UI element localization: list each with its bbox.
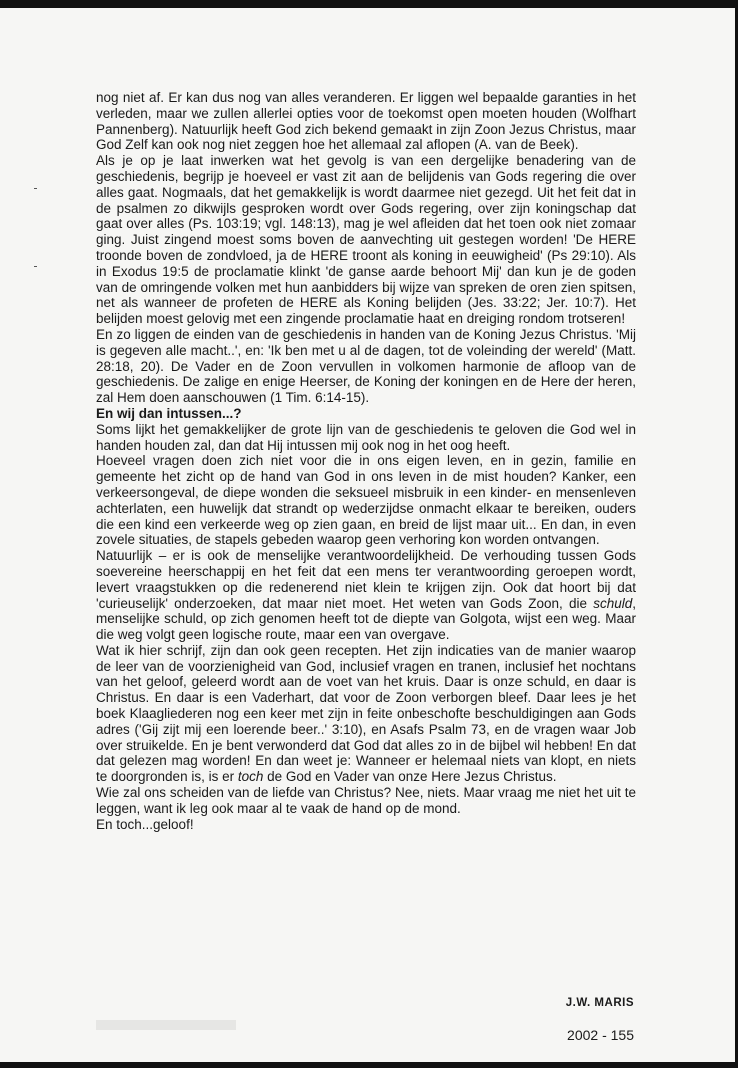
- top-border: [0, 0, 738, 8]
- text-run: , menselijke schuld, op zich genomen heeft tot de diepte van Golgota, wijst een weg. Maar die weg volgt geen logische route, maar een van overgave.: [96, 595, 636, 643]
- paragraph: Hoeveel vragen doen zich niet voor die in ons eigen leven, en in gezin, familie en gemeente het zicht op de hand van God in ons leven in de mist houden? Kanker, een verkeersongeval, de diepe wonden die seksueel misbruik in een kinder- en mensenleven achterlaten, een huwelijk dat strandt op wederzijdse onmacht elkaar te bereiken, ouders die een kind een verkeerde weg op zien gaan, en breid de lijst maar uit... En dan, in even zovele situaties, de stapels gebeden waarop geen verhoring kon worden ontvangen.: [96, 453, 636, 548]
- paragraph: [96, 548, 636, 643]
- paragraph: [96, 643, 636, 785]
- paragraph: Wie zal ons scheiden van de liefde van Christus? Nee, niets. Maar vraag me niet het uit te leggen, want ik leg ook maar al te vaak de hand op de mond.: [96, 785, 636, 816]
- page-number: 2002 - 155: [567, 1027, 634, 1043]
- margin-mark: [34, 266, 37, 267]
- bottom-border: [0, 1062, 738, 1068]
- margin-mark: [34, 188, 37, 189]
- paragraph: En toch...geloof!: [96, 816, 194, 832]
- paragraph: Soms lijkt het gemakkelijker de grote lijn van de geschiedenis te geloven die God wel in handen houden zal, dan dat Hij intussen mij ook nog in het oog heeft.: [96, 421, 636, 453]
- author-signature: J.W. MARIS: [565, 997, 634, 1009]
- paragraph: En zo liggen de einden van de geschiedenis in handen van de Koning Jezus Christus. 'Mij is gegeven alle macht..', en: 'Ik ben met u al de dagen, tot de voleinding der wereld' (Matt. 28:18, 20). De Vader en de Zoon vervullen in volkomen harmonie de afloop van de geschiedenis. De zalige en enige Heerser, de Koning der koningen en de Here der heren, zal Hem doen aanschouwen (1 Tim. 6:14-15).: [96, 326, 636, 406]
- section-heading: En wij dan intussen...?: [96, 405, 242, 421]
- emphasis: schuld: [593, 595, 633, 611]
- text-run: Natuurlijk – er is ook de menselijke verantwoordelijkheid. De verhouding tussen Gods soevereine heerschappij en het feit dat een mens ter verantwoording geroepen wordt, levert vraagstukken op die redenerend niet klein te krijgen zijn. Ook dat hoort bij dat 'curieuselijk' onderzoeken, dat maar niet moet. Het weten van Gods Zoon, die: [96, 548, 636, 611]
- text-run: Wat ik hier schrijf, zijn dan ook geen recepten. Het zijn indicaties van de manier waarop de leer van de voorzienigheid van God, inclusief vragen en tranen, inclusief het nochtans van het geloof, geleerd wordt aan de voet van het kruis. Daar is onze schuld, en daar is Christus. En daar is een Vaderhart, dat voor de Zoon verborgen bleef. Daar lees je het boek Klaagliederen nog een keer met zijn in feite onbeschofte beschuldigingen aan Gods adres ('Gij zijt mij een loerende beer..' 3:10), en Asafs Psalm 73, en de vragen waar Job over struikelde. En je bent verwonderd dat God dat alles zo in de bijbel wil hebben! En dat dat gelezen mag worden! En dan weet je: Wanneer er helemaal niets van klopt, en niets te doorgronden is, is er: [96, 642, 636, 785]
- paragraph: nog niet af. Er kan dus nog van alles veranderen. Er liggen wel bepaalde garanties in het verleden, maar we zullen allerlei opties voor de toekomst open moeten houden (Wolfhart Pannenberg). Natuurlijk heeft God zich bekend gemaakt in zijn Zoon Jezus Christus, maar God Zelf kan ook nog niet zeggen hoe het allemaal zal aflopen (A. van de Beek).: [96, 90, 636, 153]
- paragraph: Als je op je laat inwerken wat het gevolg is van een dergelijke benadering van de geschiedenis, begrijp je hoeveel er vast zit aan de belijdenis van Gods regering die over alles gaat. Nogmaals, dat het gemakkelijk is wordt daarmee niet gezegd. Uit het feit dat in de psalmen zo dikwijls gesproken wordt over Gods regering, over zijn koningschap dat gaat over alles (Ps. 103:19; vgl. 148:13), mag je wel afleiden dat het toen ook niet zomaar ging. Juist zingend moest soms boven de aanvechting uit gestegen worden! 'De HERE troonde boven de zondvloed, ja de HERE troont als koning in eeuwigheid' (Ps 29:10). Als in Exodus 19:5 de proclamatie klinkt 'de ganse aarde behoort Mij' dan kun je de goden van de omringende volken met hun aanbidders bij wijze van spreken de oren zien spitsen, net als wanneer de profeten de HERE als Koning belijden (Jes. 33:22; Jer. 10:7). Het belijden moest gelovig met een zingende proclamatie haat en dreiging rondom trotseren!: [96, 153, 636, 327]
- article-body: [96, 90, 636, 832]
- emphasis: toch: [237, 769, 264, 785]
- bleed-through: [96, 1020, 236, 1030]
- text-run: de God en Vader van onze Here Jezus Christus.: [263, 769, 557, 785]
